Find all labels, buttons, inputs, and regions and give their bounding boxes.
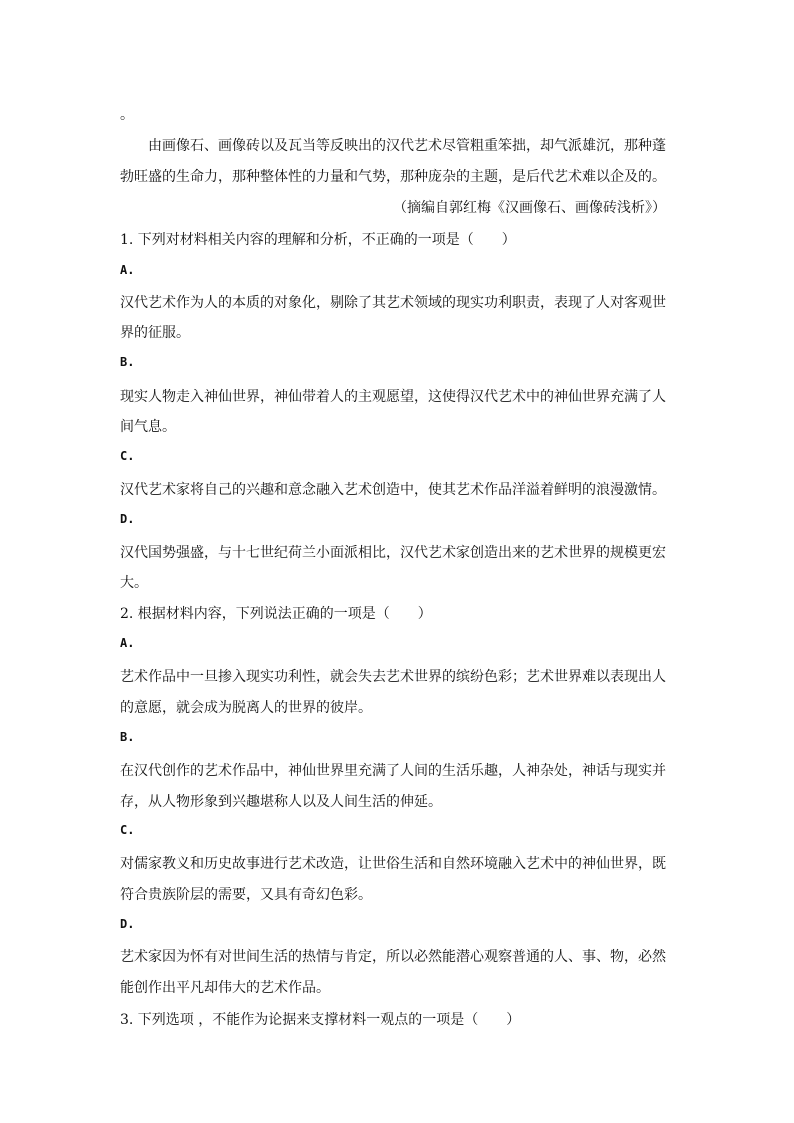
option-text: 能创作出平凡却伟大的艺术作品。 <box>120 980 330 996</box>
option-text: 在汉代创作的艺术作品中，神仙世界里充满了人间的生活乐趣，人神杂处，神话与现实并 <box>120 763 666 779</box>
option-text: 符合贵族阶层的需要，又具有奇幻色彩。 <box>120 887 372 903</box>
option-text: 对儒家教义和历史故事进行艺术改造，让世俗生活和自然环境融入艺术中的神仙世界，既 <box>120 856 666 872</box>
question-stem: 1. 下列对材料相关内容的理解和分析，不正确的一项是（ ） <box>120 232 516 248</box>
passage-line: 勃旺盛的生命力，那种整体性的力量和气势，那种庞杂的主题，是后代艺术难以企及的。 <box>120 169 666 185</box>
option-text: 汉代艺术作为人的本质的对象化，剔除了其艺术领域的现实功利职责，表现了人对客观世 <box>120 295 666 311</box>
option-text: 间气息。 <box>120 419 176 435</box>
question-stem: 2. 根据材料内容，下列说法正确的一项是（ ） <box>120 606 432 622</box>
question-stem: 3. 下列选项 ，不能作为论据来支撑材料一观点的一项是（ ） <box>120 1012 521 1028</box>
option-letter: C. <box>120 449 135 463</box>
option-text: 的意愿，就会成为脱离人的世界的彼岸。 <box>120 700 372 716</box>
option-text: 汉代国势强盛，与十七世纪荷兰小面派相比，汉代艺术家创造出来的艺术世界的规模更宏 <box>120 545 666 561</box>
source-citation: （摘编自郭红梅《汉画像石、画像砖浅析》） <box>393 200 666 216</box>
option-letter: C. <box>120 823 135 837</box>
option-letter: A. <box>120 263 135 277</box>
option-text: 汉代艺术家将自己的兴趣和意念融入艺术创造中，使其艺术作品洋溢着鲜明的浪漫激情。 <box>120 482 666 498</box>
option-text: 艺术家因为怀有对世间生活的热情与肯定，所以必然能潜心观察普通的人、事、物，必然 <box>120 949 666 965</box>
option-text: 艺术作品中一旦掺入现实功利性，就会失去艺术世界的缤纷色彩；艺术世界难以表现出人 <box>120 669 666 685</box>
option-letter: A. <box>120 636 135 650</box>
option-letter: B. <box>120 730 135 744</box>
option-letter: D. <box>120 512 135 526</box>
option-text: 存，从人物形象到兴趣堪称人以及人间生活的伸延。 <box>120 794 442 810</box>
leading-mark: 。 <box>120 107 134 123</box>
option-letter: D. <box>120 917 135 931</box>
option-letter: B. <box>120 355 135 369</box>
option-text: 界的征服。 <box>120 325 190 341</box>
passage-line: 由画像石、画像砖以及瓦当等反映出的汉代艺术尽管粗重笨拙，却气派雄沉，那种蓬 <box>148 138 666 154</box>
option-text: 大。 <box>120 575 148 591</box>
option-text: 现实人物走入神仙世界，神仙带着人的主观愿望，这使得汉代艺术中的神仙世界充满了人 <box>120 389 666 405</box>
